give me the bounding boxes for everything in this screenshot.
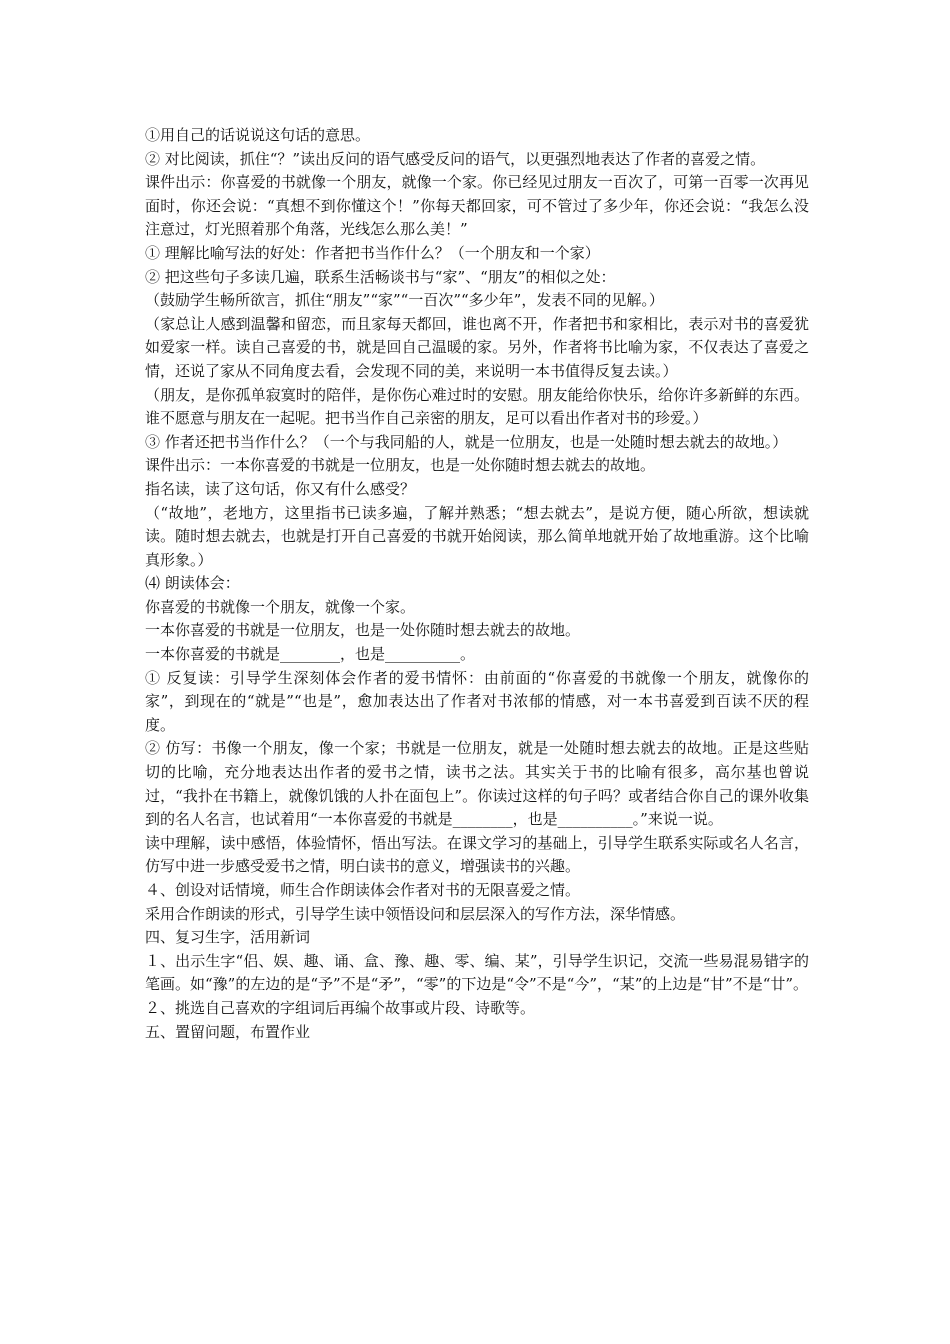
paragraph: （家总让人感到温馨和留恋，而且家每天都回，谁也离不开，作者把书和家相比，表示对书的喜爱犹如爱家一样。读自己喜爱的书，就是回自己温暖的家。另外，作者将书比喻为家，不仅表达了喜爱之情，还说了家从不同角度去看，会发现不同的美，来说明一本书值得反复去读。） [145, 314, 809, 380]
paragraph: 采用合作朗读的形式，引导学生读中领悟设问和层层深入的写作方法，深华情感。 [145, 904, 686, 923]
paragraph: １、出示生字“侣、娱、趣、诵、盒、豫、趣、零、编、某”，引导学生识记，交流一些易混易错字的笔画。如“豫”的左边的是“予”不是“矛”，“零”的下边是“令”不是“今”，“某”的上边是“甘”不是“廿”。 [145, 951, 809, 994]
section-heading: 四、复习生字，活用新词 [145, 928, 311, 947]
paragraph: ２、挑选自己喜欢的字组词后再编个故事或片段、诗歌等。 [145, 998, 536, 1017]
paragraph: 课件出示：一本你喜爱的书就是一位朋友，也是一处你随时想去就去的故地。 [145, 456, 656, 475]
paragraph: （“故地”，老地方，这里指书已读多遍，了解并熟悉；“想去就去”，是说方便，随心所欲，想读就读。随时想去就去，也就是打开自己喜爱的书就开始阅读，那么简单地就开始了故地重游。这个比喻真形象。） [145, 503, 809, 569]
paragraph: ① 反复读：引导学生深刻体会作者的爱书情怀：由前面的“你喜爱的书就像一个朋友，就像你的家”，到现在的“就是”“也是”，愈加表达出了作者对书浓郁的情感，对一本书喜爱到百读不厌的程度。 [145, 668, 809, 734]
paragraph: ① 理解比喻写法的好处：作者把书当作什么？（一个朋友和一个家） [145, 243, 600, 262]
paragraph: 一本你喜爱的书就是一位朋友，也是一处你随时想去就去的故地。 [145, 621, 581, 640]
paragraph: （鼓励学生畅所欲言，抓住“朋友”“家”“一百次”“多少年”，发表不同的见解。） [145, 291, 664, 310]
paragraph: ４、创设对话情境，师生合作朗读体会作者对书的无限喜爱之情。 [145, 881, 581, 899]
paragraph: 指名读，读了这句话，你又有什么感受？ [145, 479, 416, 498]
section-heading: 五、置留问题，布置作业 [145, 1022, 311, 1041]
paragraph: ② 仿写：书像一个朋友，像一个家；书就是一位朋友，就是一处随时想去就去的故地。正是这些贴切的比喻，充分地表达出作者的爱书之情，读书之法。其实关于书的比喻有很多，高尔基也曾说过，“我扑在书籍上，就像饥饿的人扑在面包上”。你读过这样的句子吗？或者结合你自己的课外收集到的名人名言，也试着用“一本你喜爱的书就是________，也是__________。”来说一说。 [145, 739, 809, 829]
paragraph: ①用自己的话说说这句话的意思。 [145, 126, 371, 144]
paragraph: 课件出示：你喜爱的书就像一个朋友，就像一个家。你已经见过朋友一百次了，可第一百零一次再见面时，你还会说：“真想不到你懂这个！”你每天都回家，可不管过了多少年，你还会说：“我怎么没注意过，灯光照着那个角落，光线怎么那么美！” [145, 173, 809, 239]
paragraph: 你喜爱的书就像一个朋友，就像一个家。 [145, 597, 416, 616]
document-body [145, 124, 809, 1044]
paragraph: ⑷ 朗读体会： [145, 574, 240, 593]
paragraph: ② 对比阅读，抓住“？”读出反问的语气感受反问的语气，以更强烈地表达了作者的喜爱之情。 [145, 149, 766, 168]
paragraph: （朋友，是你孤单寂寞时的陪伴，是你伤心难过时的安慰。朋友能给你快乐，给你许多新鲜的东西。谁不愿意与朋友在一起呢。把书当作自己亲密的朋友，足可以看出作者对书的珍爱。） [145, 385, 809, 428]
paragraph: ② 把这些句子多读几遍，联系生活畅谈书与“家”、“朋友”的相似之处： [145, 267, 616, 286]
paragraph: 读中理解，读中感悟，体验情怀，悟出写法。在课文学习的基础上，引导学生联系实际或名人名言，仿写中进一步感受爱书之情，明白读书的意义，增强读书的兴趣。 [145, 833, 809, 876]
paragraph: ③ 作者还把书当作什么？（一个与我同船的人，就是一位朋友，也是一处随时想去就去的故地。） [145, 432, 788, 451]
paragraph: 一本你喜爱的书就是________，也是__________。 [145, 645, 476, 664]
